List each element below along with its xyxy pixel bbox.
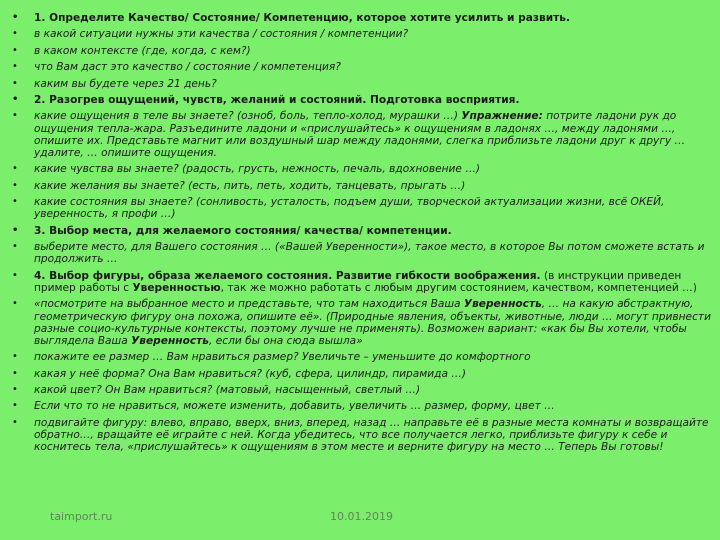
list-item: • какие состояния вы знаете? (сонливость, усталость, подъем души, творческой актуализации жизни, всё ОКЕЙ, уверенность, я профи …) xyxy=(0,196,720,220)
keyword: Уверенностью xyxy=(132,281,221,294)
list-item: • какая у неё форма? Она Вам нравиться? (куб, сфера, цилиндр, пирамида …) xyxy=(0,368,720,380)
exercise-label: Упражнение: xyxy=(461,110,543,123)
list-item: • что Вам даст это качество / состояние / компетенция? xyxy=(0,61,720,73)
item-text: , … на какую абстрактную, геометрическую фигуру она похожа, опишите её». (Природные явления, объекты, животные, люди … могут привнести разные социо-культурные контексты, поэтому лучше не применять). Возможен вариант: «как бы Вы хотели, чтобы выглядела Ваша xyxy=(34,298,711,347)
item-text: потрите ладони рук до ощущения тепла-жара. Разъедините ладони и «прислушайтесь» к ощущениям в ладонях …, между ладонями …, опишите их. Представьте магнит или воздушный шар между ладонями, слегка приблизьте ладони друг к другу … удалите, … опишите ощущения. xyxy=(34,110,686,159)
bullet-list xyxy=(0,12,720,458)
keyword: Уверенность xyxy=(131,334,209,347)
list-item: • какие желания вы знаете? (есть, пить, петь, ходить, танцевать, прыгать …) xyxy=(0,180,720,192)
list-item: • каким вы будете через 21 день? xyxy=(0,78,720,90)
list-item: • покажите ее размер … Вам нравиться размер? Увеличьте – уменьшите до комфортного xyxy=(0,351,720,363)
footer-date: 10.01.2019 xyxy=(330,510,393,523)
list-item: • в какой ситуации нужны эти качества / состояния / компетенции? xyxy=(0,28,720,40)
section-heading: 4. Выбор фигуры, образа желаемого состояния. Развитие гибкости воображения. xyxy=(34,269,541,282)
footer-site: taimport.ru xyxy=(50,510,113,523)
item-text: , так же можно работать с любым другим состоянием, качеством, компетенцией …) xyxy=(220,281,697,294)
item-text: , если бы она сюда вышла» xyxy=(209,334,363,347)
footer xyxy=(0,510,720,530)
list-item xyxy=(0,298,720,347)
list-item: • в каком контексте (где, когда, с кем?) xyxy=(0,45,720,57)
list-item xyxy=(0,110,720,159)
item-text: какие ощущения в теле вы знаете? (озноб, боль, тепло-холод, мурашки …) xyxy=(34,110,459,123)
list-item: • 1. Определите Качество/ Состояние/ Компетенцию, которое хотите усилить и развить. xyxy=(0,12,720,24)
list-item: • выберите место, для Вашего состояния … («Вашей Уверенности»), такое место, в которое Вы потом сможете встать и продолжить … xyxy=(0,241,720,265)
list-item: • какие чувства вы знаете? (радость, грусть, нежность, печаль, вдохновение …) xyxy=(0,163,720,175)
item-text: (в инструкции приведен пример работы с xyxy=(34,269,682,294)
item-text: «посмотрите на выбранное место и представьте, что там находиться Ваша xyxy=(34,298,461,311)
list-item: • какой цвет? Он Вам нравиться? (матовый, насыщенный, светлый …) xyxy=(0,384,720,396)
list-item: • 2. Разогрев ощущений, чувств, желаний и состояний. Подготовка восприятия. xyxy=(0,94,720,106)
list-item: • Если что то не нравиться, можете изменить, добавить, увеличить … размер, форму, цвет … xyxy=(0,400,720,412)
list-item: • подвигайте фигуру: влево, вправо, вверх, вниз, вперед, назад … направьте её в разные места комнаты и возвращайте обратно…, вращайте её играйте с ней. Когда убедитесь, что все получается легко, приблизьте фигуру к себе и коснитесь тела, «прислушайтесь» к ощущениям в этом месте и верните фигуру на место … Теперь Вы готовы! xyxy=(0,417,720,454)
list-item: • 3. Выбор места, для желаемого состояния/ качества/ компетенции. xyxy=(0,225,720,237)
keyword: Уверенность xyxy=(463,298,542,311)
list-item xyxy=(0,270,720,294)
